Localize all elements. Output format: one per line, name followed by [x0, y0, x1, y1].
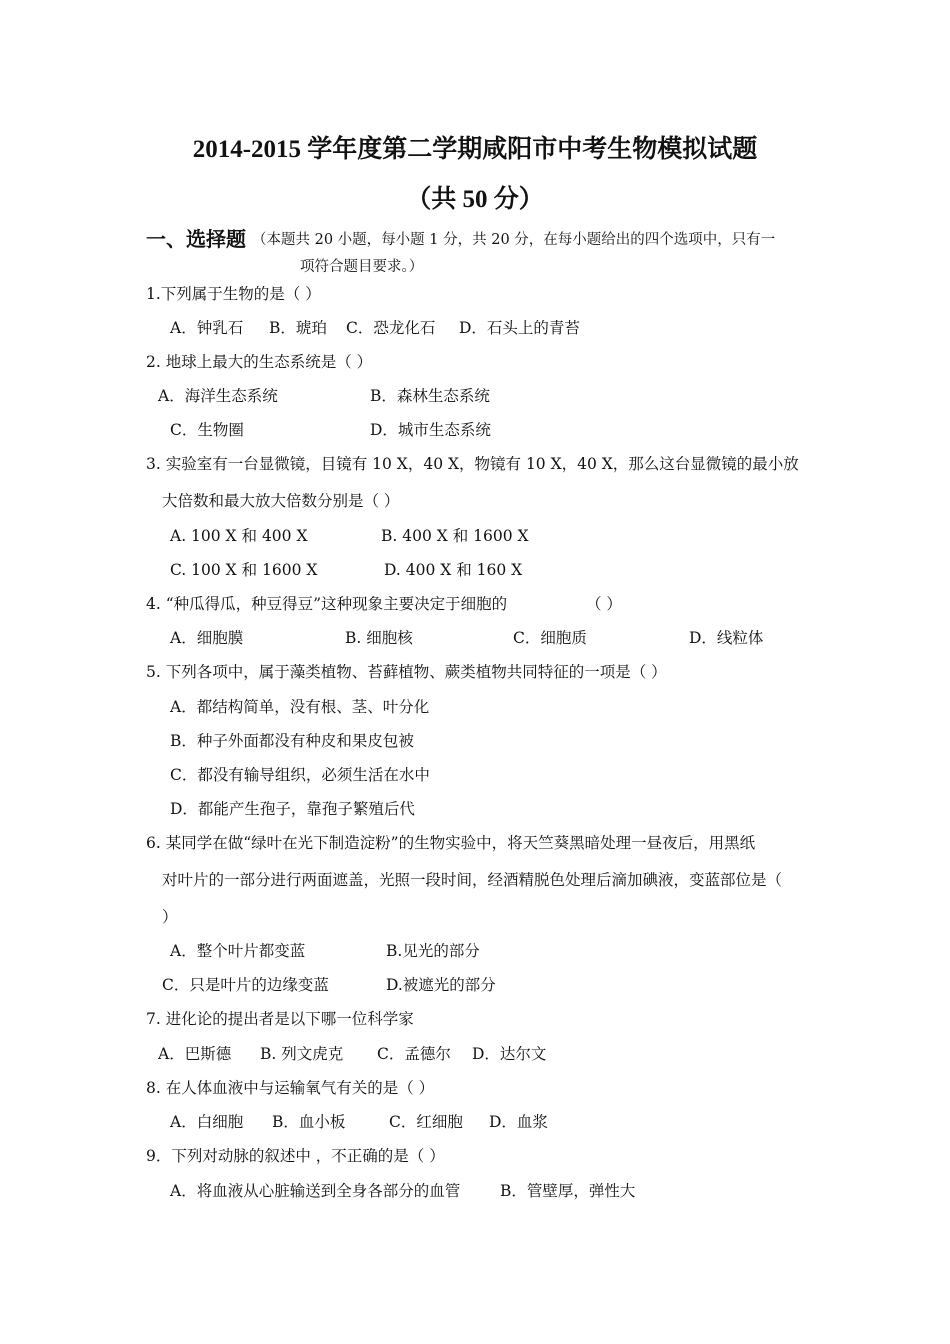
question-3-option-c: C. 100 X 和 1600 X — [170, 561, 318, 579]
question-7-stem: 7. 进化论的提出者是以下哪一位科学家 — [146, 1010, 414, 1028]
question-5-option-b: B．种子外面都没有种皮和果皮包被 — [170, 732, 414, 750]
question-4-option-d: D．线粒体 — [689, 629, 764, 647]
question-4-option-b: B. 细胞核 — [345, 629, 413, 647]
question-8-option-d: D．血浆 — [489, 1113, 548, 1131]
question-1-option-c: C．恐龙化石 — [346, 319, 436, 337]
question-6-option-c: C．只是叶片的边缘变蓝 — [162, 976, 329, 994]
question-9-option-a: A．将血液从心脏输送到全身各部分的血管 — [170, 1182, 461, 1200]
exam-subtitle: （共 50 分） — [406, 186, 544, 213]
question-6-option-a: A．整个叶片都变蓝 — [170, 942, 306, 960]
question-5-option-a: A．都结构简单，没有根、茎、叶分化 — [170, 698, 430, 716]
question-8-option-b: B．血小板 — [272, 1113, 346, 1131]
question-9-option-b: B．管壁厚，弹性大 — [500, 1182, 636, 1200]
question-2-option-d: D．城市生态系统 — [370, 421, 491, 439]
question-6-stem-line2: 对叶片的一部分进行两面遮盖，光照一段时间，经酒精脱色处理后滴加碘液，变蓝部位是（ — [162, 871, 783, 889]
question-8-option-c: C．红细胞 — [389, 1113, 463, 1131]
question-1-option-b: B．琥珀 — [269, 319, 327, 337]
question-5-option-d: D．都能产生孢子，靠孢子繁殖后代 — [170, 800, 415, 818]
question-3-stem-line2: 大倍数和最大放大倍数分别是（ ） — [162, 492, 400, 510]
question-5-stem: 5. 下列各项中，属于藻类植物、苔藓植物、蕨类植物共同特征的一项是（ ） — [146, 663, 667, 681]
exam-title: 2014-2015 学年度第二学期咸阳市中考生物模拟试题 — [192, 136, 758, 163]
question-6-option-d: D.被遮光的部分 — [386, 976, 496, 994]
question-2-stem: 2. 地球上最大的生态系统是（ ） — [146, 353, 373, 371]
question-2-option-a: A．海洋生态系统 — [158, 387, 278, 405]
question-7-option-c: C．孟德尔 — [377, 1045, 451, 1063]
question-2-option-b: B．森林生态系统 — [370, 387, 490, 405]
question-8-option-a: A．白细胞 — [170, 1113, 244, 1131]
question-7-option-b: B. 列文虎克 — [260, 1045, 344, 1063]
question-3-option-a: A. 100 X 和 400 X — [170, 527, 308, 545]
question-2-option-c: C．生物圈 — [170, 421, 244, 439]
question-7-option-a: A．巴斯德 — [158, 1045, 232, 1063]
section-instruction-line1: （本题共 20 小题，每小题 1 分，共 20 分，在每小题给出的四个选项中，只有一 — [252, 232, 776, 248]
question-3-option-b: B. 400 X 和 1600 X — [381, 527, 529, 545]
question-9-stem: 9．下列对动脉的叙述中 ，不正确的是（ ） — [146, 1147, 445, 1165]
question-1-option-d: D．石头上的青苔 — [459, 319, 580, 337]
question-4-stem: 4. “种瓜得瓜，种豆得豆”这种现象主要决定于细胞的 — [146, 595, 508, 613]
question-6-option-b: B.见光的部分 — [386, 942, 480, 960]
question-4-answer-paren: （ ） — [586, 595, 622, 613]
question-5-option-c: C．都没有输导组织，必须生活在水中 — [170, 766, 430, 784]
question-7-option-d: D．达尔文 — [472, 1045, 547, 1063]
question-6-stem-line3: ） — [162, 908, 178, 926]
question-1-option-a: A．钟乳石 — [170, 319, 244, 337]
question-3-option-d: D. 400 X 和 160 X — [384, 561, 523, 579]
section-heading: 一、选择题 — [146, 227, 246, 251]
question-4-option-a: A．细胞膜 — [170, 629, 244, 647]
question-8-stem: 8. 在人体血液中与运输氧气有关的是（ ） — [146, 1079, 435, 1097]
question-1-stem: 1.下列属于生物的是（ ） — [146, 285, 321, 303]
question-3-stem-line1: 3. 实验室有一台显微镜，目镜有 10 X，40 X，物镜有 10 X，40 X，那么这台显微镜的最小放 — [146, 455, 799, 473]
question-4-option-c: C．细胞质 — [513, 629, 587, 647]
question-6-stem-line1: 6. 某同学在做“绿叶在光下制造淀粉”的生物实验中，将天竺葵黑暗处理一昼夜后，用黑纸 — [146, 834, 756, 852]
section-instruction-line2: 项符合题目要求。） — [300, 259, 424, 275]
